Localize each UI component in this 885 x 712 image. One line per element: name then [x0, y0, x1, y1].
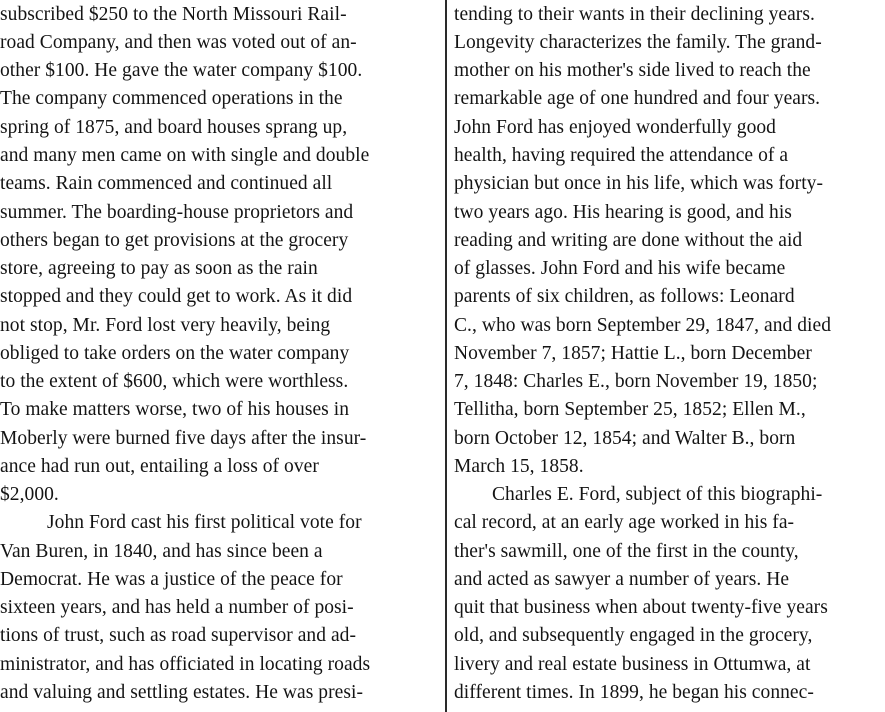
text-line: quit that business when about twenty-five years [454, 597, 828, 618]
text-line: store, agreeing to pay as soon as the rain [0, 258, 318, 279]
text-line: subscribed $250 to the North Missouri Rail- [0, 4, 347, 25]
text-line: 7, 1848: Charles E., born November 19, 1850; [454, 371, 818, 392]
text-line: spring of 1875, and board houses sprang up, [0, 117, 348, 138]
text-line: Longevity characterizes the family. The grand- [454, 32, 822, 53]
text-line: different times. In 1899, he began his connec- [454, 682, 814, 703]
text-line: John Ford cast his first political vote for [47, 512, 362, 533]
text-line: To make matters worse, two of his houses in [0, 399, 350, 420]
text-line: born October 12, 1854; and Walter B., born [454, 428, 796, 449]
text-line: John Ford has enjoyed wonderfully good [454, 117, 776, 138]
text-line: tending to their wants in their declining years. [454, 4, 815, 25]
text-line: and many men came on with single and double [0, 145, 370, 166]
text-line: Tellitha, born September 25, 1852; Ellen M., [454, 399, 806, 420]
text-line: to the extent of $600, which were worthless. [0, 371, 349, 392]
text-line: ther's sawmill, one of the first in the county, [454, 541, 799, 562]
text-line: summer. The boarding-house proprietors and [0, 202, 354, 223]
text-line: teams. Rain commenced and continued all [0, 173, 333, 194]
text-line: obliged to take orders on the water company [0, 343, 350, 364]
text-line: physician but once in his life, which was forty- [454, 173, 824, 194]
text-line: mother on his mother's side lived to reach the [454, 60, 811, 81]
text-line: not stop, Mr. Ford lost very heavily, being [0, 315, 331, 336]
text-line: Van Buren, in 1840, and has since been a [0, 541, 323, 562]
text-line: ministrator, and has officiated in locating roads [0, 654, 371, 675]
text-line: Charles E. Ford, subject of this biographi- [492, 484, 823, 505]
text-line: road Company, and then was voted out of an- [0, 32, 357, 53]
text-line: livery and real estate business in Ottumwa, at [454, 654, 811, 675]
text-line: of glasses. John Ford and his wife became [454, 258, 786, 279]
text-line: reading and writing are done without the aid [454, 230, 803, 251]
text-line: Moberly were burned five days after the insur- [0, 428, 367, 449]
text-line: ance had run out, entailing a loss of over [0, 456, 319, 477]
text-line: and valuing and settling estates. He was presi- [0, 682, 364, 703]
text-line: sixteen years, and has held a number of posi- [0, 597, 354, 618]
text-line: parents of six children, as follows: Leonard [454, 286, 795, 307]
text-line: $2,000. [0, 484, 59, 505]
text-line: stopped and they could get to work. As it did [0, 286, 353, 307]
text-line: tions of trust, such as road supervisor and ad- [0, 625, 356, 646]
column-divider [445, 0, 447, 712]
text-line: others began to get provisions at the grocery [0, 230, 349, 251]
text-line: and acted as sawyer a number of years. He [454, 569, 790, 590]
text-line: C., who was born September 29, 1847, and died [454, 315, 832, 336]
text-line: remarkable age of one hundred and four years. [454, 88, 821, 109]
text-line: The company commenced operations in the [0, 88, 343, 109]
text-line: March 15, 1858. [454, 456, 584, 477]
text-line: Democrat. He was a justice of the peace for [0, 569, 343, 590]
text-line: health, having required the attendance of a [454, 145, 789, 166]
text-line: cal record, at an early age worked in his fa- [454, 512, 795, 533]
text-line: other $100. He gave the water company $100. [0, 60, 363, 81]
text-line: old, and subsequently engaged in the grocery, [454, 625, 813, 646]
text-line: November 7, 1857; Hattie L., born December [454, 343, 812, 364]
text-line: two years ago. His hearing is good, and his [454, 202, 792, 223]
